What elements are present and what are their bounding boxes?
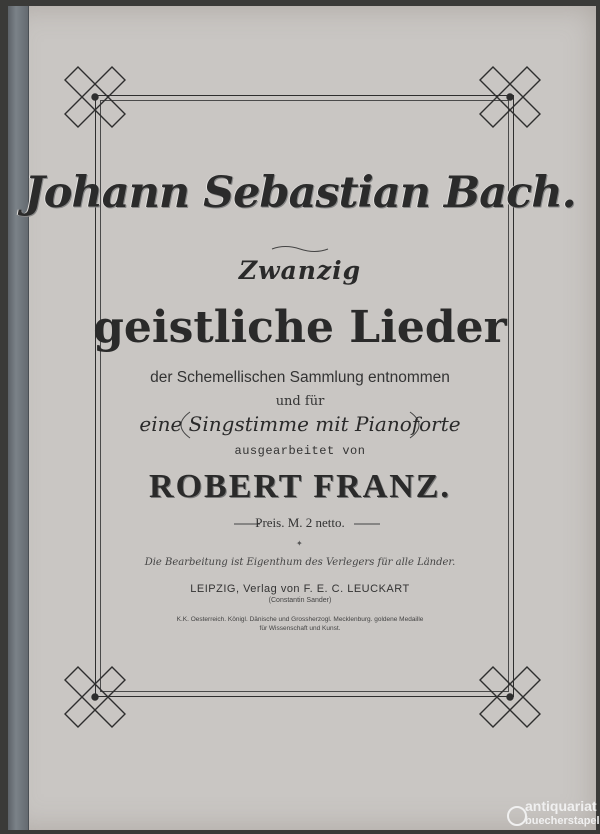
- subtitle-singstimme: eine Singstimme mit Pianoforte: [139, 412, 461, 436]
- subtitle-sammlung: der Schemellischen Sammlung entnommen: [150, 369, 450, 386]
- corner-ornament-top-left: [60, 62, 130, 132]
- small-ornament: ✦: [296, 539, 303, 548]
- award-line-2: für Wissenschaft und Kunst.: [259, 625, 341, 632]
- watermark-line-1: antiquariat: [525, 798, 597, 814]
- price-label: Preis. M. 2 netto.: [255, 515, 345, 530]
- watermark-line-2: buecherstapel: [525, 815, 600, 827]
- composer-name: Johann Sebastian Bach.: [24, 168, 576, 218]
- corner-ornament-bottom-right: [475, 662, 545, 732]
- title-line-lieder: geistliche Lieder: [93, 302, 507, 353]
- award-line-1: K.K. Oesterreich. Königl. Dänische und Grossherzogl. Mecklenburg. goldene Medaille: [176, 616, 424, 623]
- corner-ornament-bottom-left: [60, 662, 130, 732]
- watermark-circle-icon: [507, 806, 527, 826]
- publisher-sub-line: (Constantin Sander): [268, 597, 332, 604]
- corner-ornament-top-right: [475, 62, 545, 132]
- title-line-zwanzig: Zwanzig: [238, 256, 362, 285]
- arranger-name: ROBERT FRANZ.: [149, 468, 451, 505]
- publisher-line: LEIPZIG, Verlag von F. E. C. LEUCKART: [190, 583, 410, 595]
- watermark-logo: [503, 796, 600, 834]
- title-flourish: [270, 244, 330, 254]
- subtitle-und-fur: und für: [275, 394, 325, 409]
- subtitle-ausgearbeitet: ausgearbeitet von: [234, 444, 366, 458]
- rights-notice: Die Bearbeitung ist Eigenthum des Verlegers für alle Länder.: [144, 557, 456, 568]
